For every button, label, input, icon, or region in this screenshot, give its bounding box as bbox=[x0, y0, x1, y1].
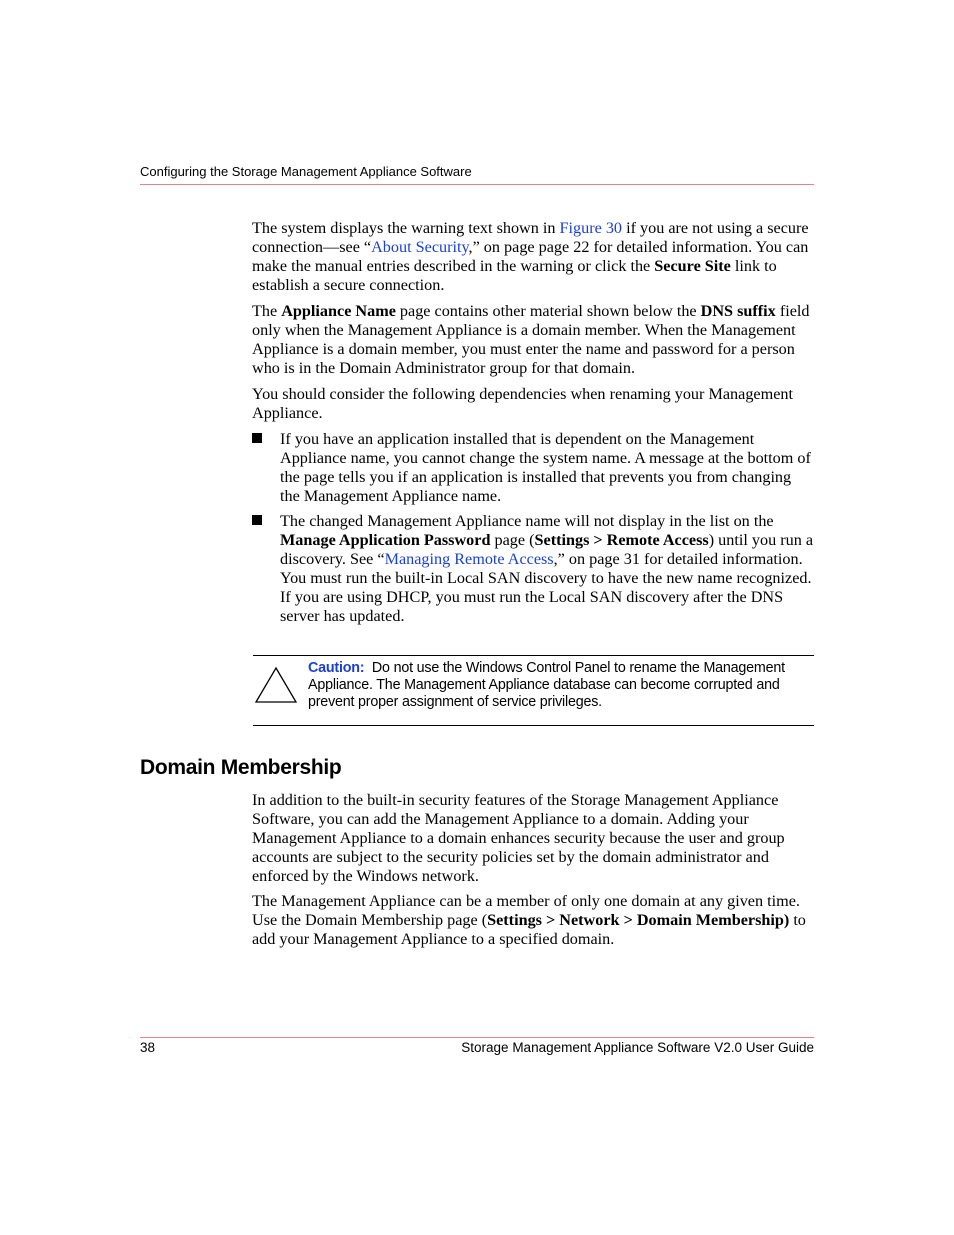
caution-label: Caution: bbox=[308, 660, 365, 676]
section-heading: Domain Membership bbox=[140, 756, 342, 779]
settings-network-domain-term: Settings > Network > Domain Membership) bbox=[487, 910, 790, 929]
text-run: ,” on page page 22 for detailed information. You can make the manual entries described in the warning or click the bbox=[252, 237, 809, 275]
text-run: The Management Appliance can be a member of only one domain at any given time. Use the Domain Membership page ( bbox=[252, 892, 800, 929]
square-bullet-icon bbox=[252, 433, 262, 443]
text-run: ) until you run a discovery. See “ bbox=[280, 530, 814, 568]
manage-application-password-term: Manage Application Password bbox=[280, 530, 491, 549]
caution-bottom-rule bbox=[253, 725, 814, 726]
caution-triangle-icon bbox=[254, 666, 298, 704]
paragraph-domain-membership bbox=[252, 892, 814, 949]
header-rule bbox=[140, 184, 814, 185]
paragraph-dependencies bbox=[252, 385, 814, 423]
text-run: You should consider the following dependencies when renaming your Management Appliance. bbox=[252, 385, 793, 422]
text-run: The changed Management Appliance name will not display in the list on the bbox=[280, 512, 774, 530]
managing-remote-access-link[interactable]: Managing Remote Access bbox=[384, 549, 554, 568]
running-header: Configuring the Storage Management Appliance Software bbox=[140, 164, 472, 179]
text-run: link to establish a secure connection. bbox=[252, 256, 777, 294]
text-run: page ( bbox=[490, 530, 535, 549]
paragraph-appliance-name bbox=[252, 302, 814, 378]
footer-rule bbox=[140, 1037, 814, 1038]
paragraph-domain-security bbox=[252, 791, 814, 886]
text-run: ,” on page 31 for detailed information. You must run the built-in Local SAN discovery to have the new name recognized. If you are using DHCP, you must run the Local SAN discovery after the DNS server has updated. bbox=[280, 549, 812, 625]
text-run: In addition to the built-in security features of the Storage Management Appliance Software, you can add the Management Appliance to a domain. Adding your Management Appliance to a domain enhances security because the user and group accounts are subject to the security policies set by the domain administrator and enforced by the Windows network. bbox=[252, 791, 785, 885]
list-item-text bbox=[280, 512, 814, 625]
settings-remote-access-term: Settings > Remote Access bbox=[534, 530, 709, 549]
paragraph-warning-text bbox=[252, 219, 814, 295]
secure-site-term: Secure Site bbox=[654, 256, 731, 275]
caution-top-rule bbox=[253, 655, 814, 656]
text-run: field only when the Management Appliance is a domain member. When the Management Appliance is a domain member, you must enter the name and password for a person who is in the Domain Administrator group for that domain. bbox=[252, 302, 810, 377]
figure-30-link[interactable]: Figure 30 bbox=[559, 219, 623, 237]
text-run: page contains other material shown below the bbox=[395, 302, 701, 320]
caution-text: Do not use the Windows Control Panel to rename the Management Appliance. The Management Appliance database can become corrupted and prevent proper assignment of service privileges. bbox=[308, 660, 785, 711]
about-security-link[interactable]: About Security bbox=[371, 237, 469, 256]
page-number: 38 bbox=[140, 1040, 156, 1055]
text-run: The bbox=[252, 302, 282, 320]
list-item-text: If you have an application installed that is dependent on the Management Appliance name, you cannot change the system name. A message at the bottom of the page tells you if an application is installed that prevents you from changing the Management Appliance name. bbox=[280, 430, 811, 505]
caution-note bbox=[308, 660, 814, 712]
dns-suffix-term: DNS suffix bbox=[700, 302, 776, 320]
text-run: if you are not using a secure connection—see “ bbox=[252, 219, 809, 256]
appliance-name-term: Appliance Name bbox=[281, 302, 396, 320]
text-run: to add your Management Appliance to a specified domain. bbox=[252, 910, 806, 948]
text-run: The system displays the warning text shown in bbox=[252, 219, 560, 237]
document-title: Storage Management Appliance Software V2.0 User Guide bbox=[461, 1040, 814, 1055]
square-bullet-icon bbox=[252, 515, 262, 525]
